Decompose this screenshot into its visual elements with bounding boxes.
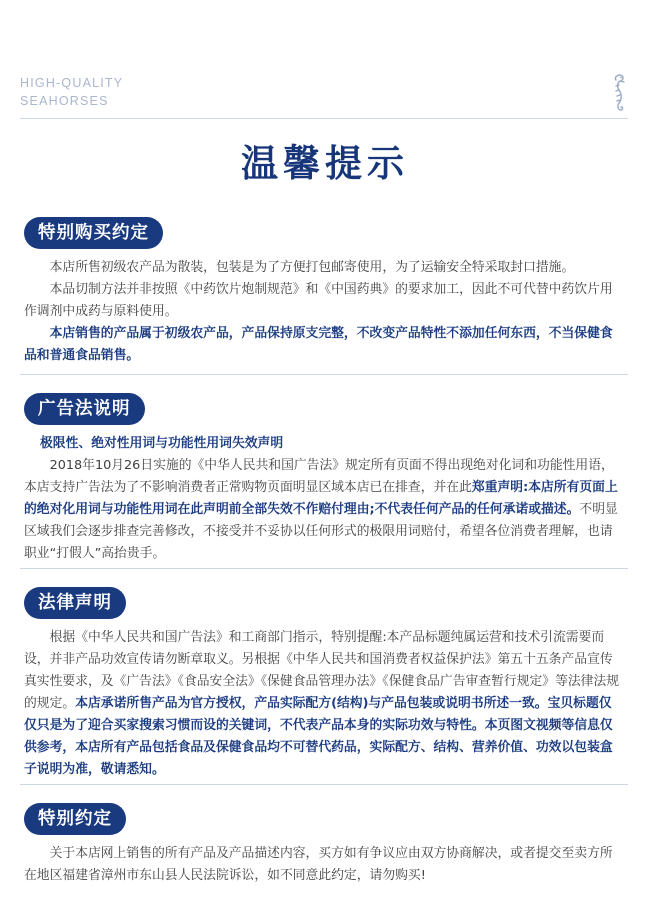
brand-line-2: SEAHORSES bbox=[20, 94, 109, 108]
ad-law-declaration: 郑重声明:本店所有页面上的绝对化用词与功能性用词在此声明前全部失效不作赔付理由;不代表任何产品的任何承诺或描述。 bbox=[24, 480, 618, 517]
ad-law-paragraph bbox=[24, 455, 620, 565]
legal-text: 根据《中华人民共和国广告法》和工商部门指示，特别提醒:本产品标题纯属运营和技术引流需要而设，并非产品功效宣传请勿断章取义。另根据《中华人民共和国消费者权益保护法》第五十五条产品宣传真实性要求，及《广告法》《食品安全法》《保健食品管理办法》《保健食品广告审查暂行规定》等法律法规的规定。 bbox=[24, 630, 620, 711]
purchase-paragraph-1: 本店所售初级农产品为散装，包装是为了方便打包邮寄使用，为了运输安全特采取封口措施。 bbox=[49, 260, 575, 275]
section-body-purchase bbox=[24, 257, 620, 367]
section-body-agreement bbox=[24, 843, 620, 887]
section-heading-ad-law: 广告法说明 bbox=[24, 393, 145, 425]
header-divider bbox=[20, 118, 628, 119]
section-heading-agreement: 特别约定 bbox=[24, 803, 126, 835]
page-title: 温馨提示 bbox=[241, 142, 409, 185]
agreement-paragraph: 关于本店网上销售的所有产品及产品描述内容，买方如有争议应由双方协商解决，或者提交至卖方所在地区福建省漳州市东山县人民法院诉讼，如不同意此约定，请勿购买! bbox=[24, 846, 613, 883]
seahorse-icon bbox=[609, 72, 629, 114]
section-heading-purchase: 特别购买约定 bbox=[24, 217, 163, 249]
section-body-ad-law bbox=[24, 433, 620, 565]
ad-law-text-tail: 不明显区域我们会逐步排查完善修改，不接受并不妥协以任何形式的极限用词赔付，希望各位消费者理解，也请职业“打假人”高抬贵手。 bbox=[24, 502, 618, 561]
section-body-legal bbox=[24, 627, 620, 781]
section-divider-1 bbox=[20, 374, 628, 375]
section-heading-legal: 法律声明 bbox=[24, 587, 126, 619]
section-divider-2 bbox=[20, 568, 628, 569]
purchase-paragraph-2: 本品切制方法并非按照《中药饮片炮制规范》和《中国药典》的要求加工，因此不可代替中药饮片用作调剂中成药与原料使用。 bbox=[24, 282, 613, 319]
legal-paragraph bbox=[24, 627, 620, 781]
ad-law-subheading: 极限性、绝对性用词与功能性用词失效声明 bbox=[40, 436, 284, 451]
brand-text bbox=[20, 74, 123, 110]
legal-commitment: 本店承诺所售产品为官方授权，产品实际配方(结构)与产品包装或说明书所述一致。宝贝标题仅仅只是为了迎合买家搜索习惯而设的关键词，不代表产品本身的实际功效与特性。本页图文视频等信息仅供参考，本店所有产品包括食品及保健食品均不可替代药品，实际配方、结构、营养价值、功效以包装盒子说明为准，敬请悉知。 bbox=[24, 696, 613, 777]
section-divider-3 bbox=[20, 784, 628, 785]
ad-law-text: 2018年10月26日实施的《中华人民共和国广告法》规定所有页面不得出现绝对化词和功能性用语，本店支持广告法为了不影响消费者正常购物页面明显区域本店已在排查，并在此 bbox=[24, 458, 614, 495]
brand-line-1: HIGH-QUALITY bbox=[20, 76, 124, 90]
purchase-paragraph-3: 本店销售的产品属于初级农产品，产品保持原支完整，不改变产品特性不添加任何东西，不当保健食品和普通食品销售。 bbox=[24, 326, 613, 363]
